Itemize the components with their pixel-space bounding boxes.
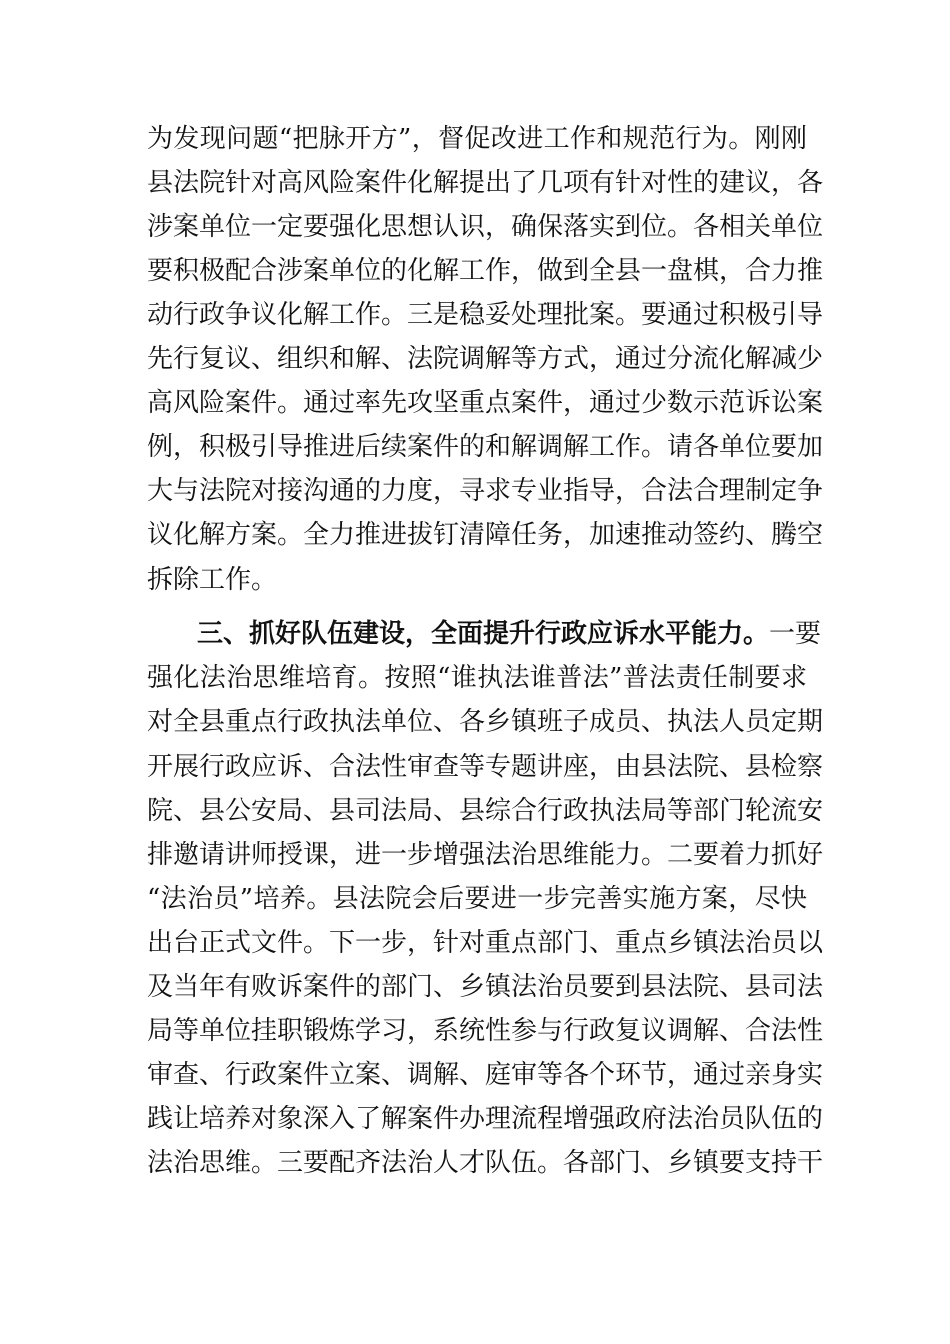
text-line: 要积极配合涉案单位的化解工作，做到全县一盘棋，合力推 <box>147 256 824 286</box>
text-line: 法治思维。三要配齐法治人才队伍。各部门、乡镇要支持干 <box>147 1148 824 1178</box>
text-line: 院、县公安局、县司法局、县综合行政执法局等部门轮流安 <box>147 796 824 826</box>
text-line: 高风险案件。通过率先攻坚重点案件，通过少数示范诉讼案 <box>147 388 824 418</box>
text-line: 涉案单位一定要强化思想认识，确保落实到位。各相关单位 <box>147 212 824 242</box>
text-line: 审查、行政案件立案、调解、庭审等各个环节，通过亲身实 <box>147 1060 824 1090</box>
text-line: 拆除工作。 <box>147 565 278 595</box>
section-heading: 三、抓好队伍建设，全面提升行政应诉水平能力。 <box>197 619 770 649</box>
text-line: 践让培养对象深入了解案件办理流程增强政府法治员队伍的 <box>147 1104 824 1134</box>
section-heading-continuation: 一要 <box>769 619 822 649</box>
text-line: 排邀请讲师授课，进一步增强法治思维能力。二要着力抓好 <box>147 840 824 870</box>
text-line: 出台正式文件。下一步，针对重点部门、重点乡镇法治员以 <box>147 928 824 958</box>
text-line: 强化法治思维培育。按照“谁执法谁普法”普法责任制要求 <box>147 663 807 693</box>
text-line: 县法院针对高风险案件化解提出了几项有针对性的建议，各 <box>147 168 824 198</box>
text-line: 局等单位挂职锻炼学习，系统性参与行政复议调解、合法性 <box>147 1016 824 1046</box>
text-line: 为发现问题“把脉开方”，督促改进工作和规范行为。刚刚 <box>147 124 807 154</box>
text-line: 对全县重点行政执法单位、各乡镇班子成员、执法人员定期 <box>147 707 824 737</box>
text-line: “法治员”培养。县法院会后要进一步完善实施方案，尽快 <box>147 884 807 914</box>
text-line: 及当年有败诉案件的部门、乡镇法治员要到县法院、县司法 <box>147 972 824 1002</box>
text-line: 议化解方案。全力推进拔钉清障任务，加速推动签约、腾空 <box>147 520 824 550</box>
section-heading-line <box>197 614 822 654</box>
text-line: 先行复议、组织和解、法院调解等方式，通过分流化解减少 <box>147 344 824 374</box>
text-line: 开展行政应诉、合法性审查等专题讲座，由县法院、县检察 <box>147 752 824 782</box>
text-line: 大与法院对接沟通的力度，寻求专业指导，合法合理制定争 <box>147 476 824 506</box>
text-line: 动行政争议化解工作。三是稳妥处理批案。要通过积极引导 <box>147 300 824 330</box>
text-line: 例，积极引导推进后续案件的和解调解工作。请各单位要加 <box>147 432 824 462</box>
